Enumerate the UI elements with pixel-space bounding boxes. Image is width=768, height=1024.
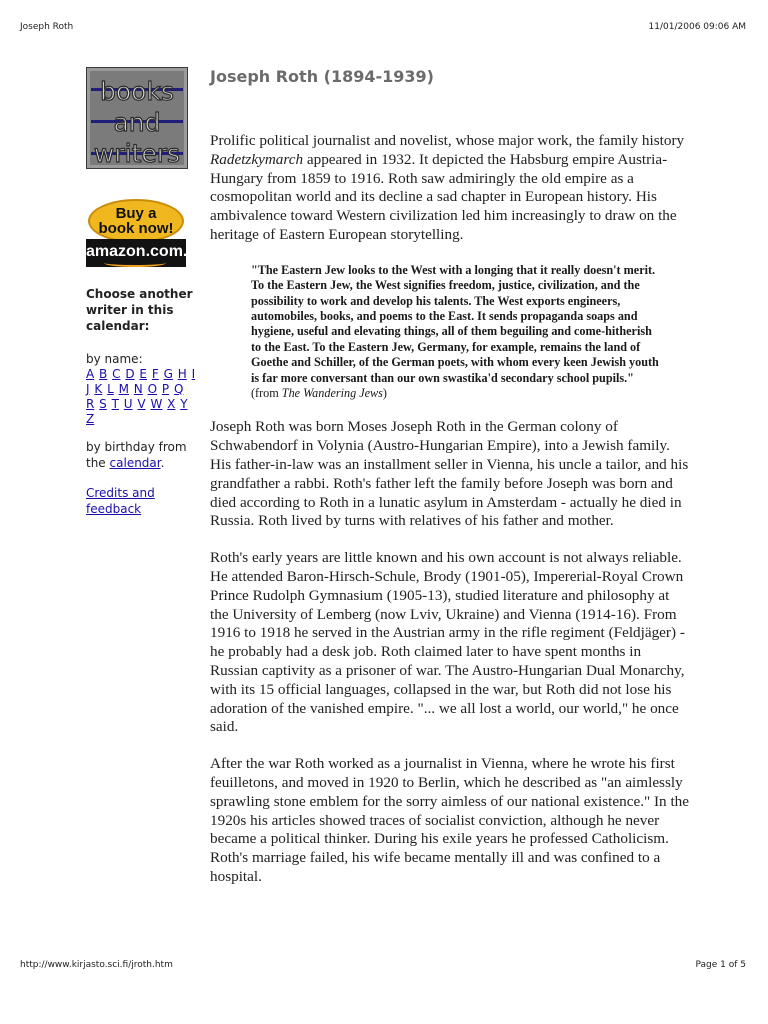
letter-link-g[interactable]: G — [163, 367, 173, 381]
print-footer-page: Page 1 of 5 — [695, 960, 746, 970]
print-header-datetime: 11/01/2006 09:06 AM — [648, 22, 746, 32]
intro-text-a: Prolific political journalist and novelist, whose major work, the family history — [210, 132, 685, 149]
letter-link-k[interactable]: K — [94, 382, 103, 396]
early-years-paragraph: Roth's early years are little known and his own account is not always reliable. He attended Baron-Hirsch-Schule, Brody (1901-05), Impererial-Royal Crown Prince Rudolph Gymnasium (1905-13), studied literature and philosophy at the University of Lemberg (now Lviv, Ukraine) and Vienna (1914-16). From 1916 to 1918 he served in the Austrian army in the rifle regiment (Feldjäger) - he probably had a desk job. Roth claimed later to have spent months in Russian captivity as a prisoner of war. The Austro-Hungarian Dual Monarchy, with its 15 official languages, collapsed in the war, but Roth did not lose his adoration of the vanished empire. "... we all lost a world, our world," he once said. — [210, 549, 685, 736]
letter-link-r[interactable]: R — [86, 397, 95, 411]
letter-link-u[interactable]: U — [123, 397, 133, 411]
letter-link-s[interactable]: S — [99, 397, 107, 411]
letter-link-h[interactable]: H — [177, 367, 187, 381]
choose-writer-heading: Choose another writer in this calendar: — [86, 287, 193, 333]
intro-paragraph — [210, 132, 690, 245]
letter-link-y[interactable]: Y — [180, 397, 188, 411]
amazon-buy-oval — [88, 199, 184, 243]
logo-lettering — [87, 68, 187, 168]
amazon-line-1: Buy a — [115, 205, 157, 222]
logo-word-3: writers — [93, 139, 181, 168]
letter-link-n[interactable]: N — [133, 382, 143, 396]
by-name-label: by name: — [86, 352, 143, 366]
books-and-writers-logo[interactable] — [86, 67, 188, 169]
logo-word-1: books — [100, 77, 174, 106]
amazon-smile-icon — [104, 259, 166, 267]
by-birthday-prefix: by birthday from the — [86, 440, 187, 470]
intro-book-title: Radetzkymarch — [210, 150, 304, 168]
letter-link-j[interactable]: J — [86, 382, 90, 396]
amazon-line-2: book now! — [98, 220, 174, 237]
amazon-buy-button[interactable] — [86, 199, 186, 269]
letter-link-c[interactable]: C — [112, 367, 121, 381]
letter-link-p[interactable]: P — [161, 382, 170, 396]
quote-source-suffix: ) — [382, 386, 387, 401]
quote-text: "The Eastern Jew looks to the West with a longing that it really doesn't merit. To the Eastern Jew, the West signifies freedom, justice, civilization, and the possibility to work and develop his talents. The West exports engineers, automobiles, books, and poems to the East. It sends propaganda soaps and hygiene, useful and elevating things, all of them beguiling and come-hitherish to the East. To the Eastern Jew, Germany, for example, remains the land of Goethe and Schiller, of the German poets, with whom every keen Jewish youth is far more conversant than our own swastika'd secondary school pupils." — [251, 262, 659, 385]
letter-link-v[interactable]: V — [137, 397, 146, 411]
print-footer-url: http://www.kirjasto.sci.fi/jroth.htm — [20, 960, 173, 970]
letter-link-e[interactable]: E — [139, 367, 147, 381]
quote-source-title: The Wandering Jews — [281, 386, 383, 401]
alphabet-index — [86, 367, 196, 427]
page-title: Joseph Roth (1894-1939) — [210, 67, 434, 86]
letter-link-l[interactable]: L — [107, 382, 114, 396]
print-footer — [20, 960, 746, 970]
letter-link-i[interactable]: I — [191, 367, 196, 381]
letter-link-m[interactable]: M — [118, 382, 129, 396]
block-quote — [251, 263, 661, 402]
intro-text-b: appeared in 1932. It depicted the Habsburg empire Austria-Hungary from 1859 to 1916. Roth saw admiringly the old empire as a cosmopolitan world and its decline a sad chapter in European history. His ambivalence toward Western civilization led him increasingly to draw on the heritage of Eastern European storytelling. — [210, 150, 677, 243]
birth-paragraph: Joseph Roth was born Moses Joseph Roth in the German colony of Schwabendorf in Volynia (Austro-Hungarian Empire), into a Jewish family. His father-in-law was an installment seller in Vienna, his uncle a tailor, and his grandfather a rabbi. Roth's father left the family before Joseph was born and died according to Roth in a lunatic asylum in Amsterdam - actually he died in Russia. Roth lived by turns with relatives of his father and mother. — [210, 418, 689, 530]
print-header-title: Joseph Roth — [20, 22, 74, 32]
letter-link-x[interactable]: X — [167, 397, 176, 411]
logo-word-2: and — [113, 108, 161, 137]
post-war-paragraph: After the war Roth worked as a journalist in Vienna, where he wrote his first feuilletons, and moved in 1920 to Berlin, which he described as "an aimlessly sprawling stone emblem for the sorry aimless of our national existence." In the 1920s his articles showed traces of socialist conviction, although he never became a political thinker. During his exile years he professed Catholicism. Roth's marriage failed, his wife became mentally ill and was confined to a hospital. — [210, 755, 689, 885]
letter-link-o[interactable]: O — [147, 382, 158, 396]
letter-link-d[interactable]: D — [125, 367, 135, 381]
article — [210, 67, 690, 887]
credits-section — [86, 485, 196, 517]
by-birthday-suffix: . — [160, 456, 165, 470]
letter-link-z[interactable]: Z — [86, 412, 95, 426]
calendar-link[interactable]: calendar — [109, 456, 161, 470]
print-header — [20, 22, 746, 32]
credits-feedback-link[interactable]: Credits and feedback — [86, 486, 155, 516]
by-birthday-text — [86, 439, 196, 471]
quote-source-prefix: (from — [251, 386, 282, 401]
sidebar — [86, 67, 196, 517]
letter-link-b[interactable]: B — [99, 367, 108, 381]
letter-link-a[interactable]: A — [86, 367, 95, 381]
letter-link-t[interactable]: T — [111, 397, 119, 411]
letter-link-q[interactable]: Q — [173, 382, 184, 396]
letter-link-f[interactable]: F — [151, 367, 159, 381]
amazon-logo: amazon.com. — [86, 239, 186, 267]
letter-link-w[interactable]: W — [150, 397, 163, 411]
